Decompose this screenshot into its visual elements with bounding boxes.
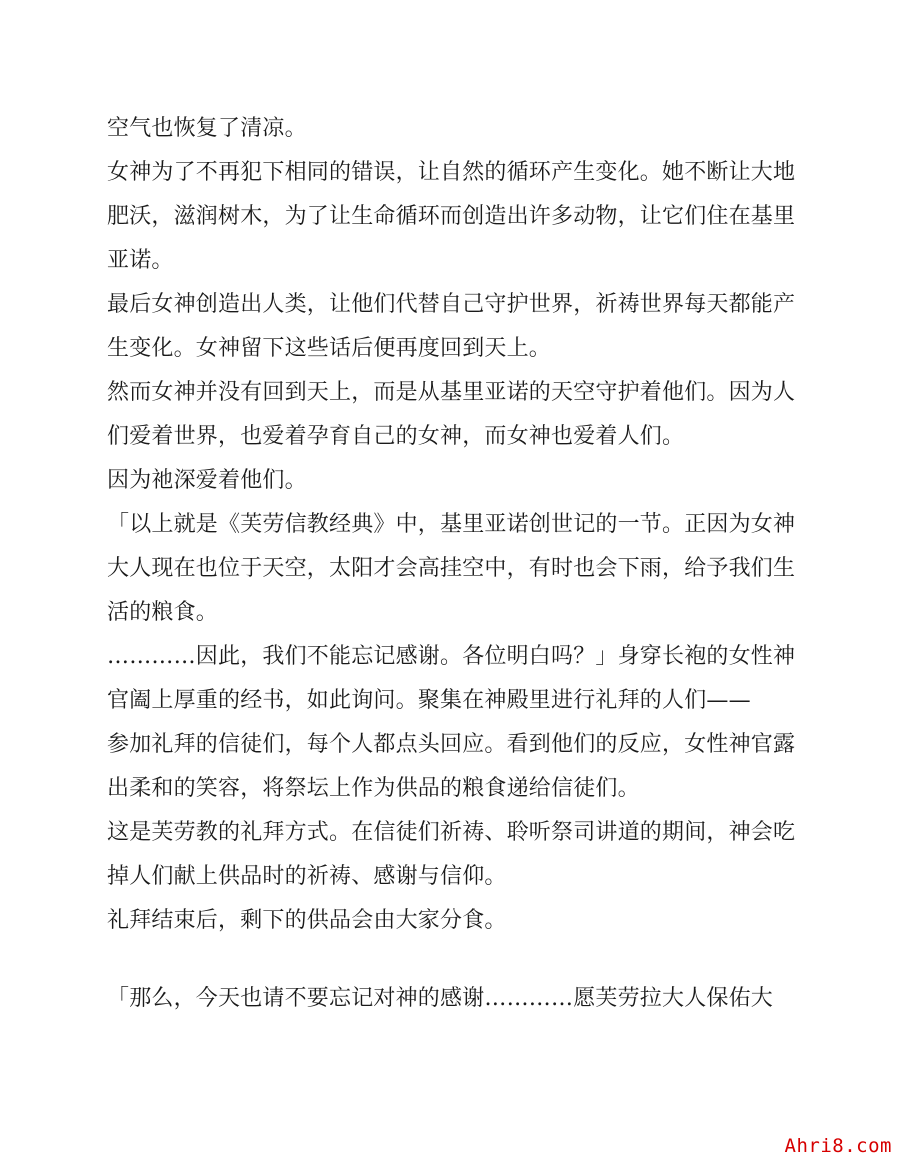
watermark: Ahri8.com bbox=[784, 1135, 892, 1157]
text-line: 掉人们献上供品时的祈祷、感谢与信仰。 bbox=[107, 864, 507, 889]
text-line: 空气也恢复了清凉。 bbox=[107, 116, 307, 141]
text-line: 们爱着世界，也爱着孕育自己的女神，而女神也爱着人们。 bbox=[107, 424, 685, 449]
text-line: 参加礼拜的信徒们，每个人都点头回应。看到他们的反应，女性神官露 bbox=[107, 732, 796, 757]
text-line: 肥沃，滋润树木，为了让生命循环而创造出许多动物，让它们住在基里 bbox=[107, 204, 796, 229]
text-line: 活的粮食。 bbox=[107, 600, 219, 625]
text-line: 「以上就是《芙劳信教经典》中，基里亚诺创世记的一节。正因为女神 bbox=[107, 512, 796, 537]
text-line: 礼拜结束后，剩下的供品会由大家分食。 bbox=[107, 908, 507, 933]
text-line: 这是芙劳教的礼拜方式。在信徒们祈祷、聆听祭司讲道的期间，神会吃 bbox=[107, 820, 796, 845]
text-line: 生变化。女神留下这些话后便再度回到天上。 bbox=[107, 336, 552, 361]
text-line: 最后女神创造出人类，让他们代替自己守护世界，祈祷世界每天都能产 bbox=[107, 292, 796, 317]
text-line: 因为祂深爱着他们。 bbox=[107, 468, 307, 493]
text-line: 出柔和的笑容，将祭坛上作为供品的粮食递给信徒们。 bbox=[107, 776, 640, 801]
text-line: 「那么，今天也请不要忘记对神的感谢…………愿芙劳拉大人保佑大 bbox=[107, 986, 774, 1011]
text-line: 大人现在也位于天空，太阳才会高挂空中，有时也会下雨，给予我们生 bbox=[107, 556, 796, 581]
text-line: …………因此，我们不能忘记感谢。各位明白吗？」身穿长袍的女性神 bbox=[107, 644, 796, 669]
text-line: 亚诺。 bbox=[107, 248, 174, 273]
text-line: 然而女神并没有回到天上，而是从基里亚诺的天空守护着他们。因为人 bbox=[107, 380, 796, 405]
text-line: 女神为了不再犯下相同的错误，让自然的循环产生变化。她不断让大地 bbox=[107, 160, 796, 185]
text-line: 官阖上厚重的经书，如此询问。聚集在神殿里进行礼拜的人们—— bbox=[107, 688, 751, 713]
